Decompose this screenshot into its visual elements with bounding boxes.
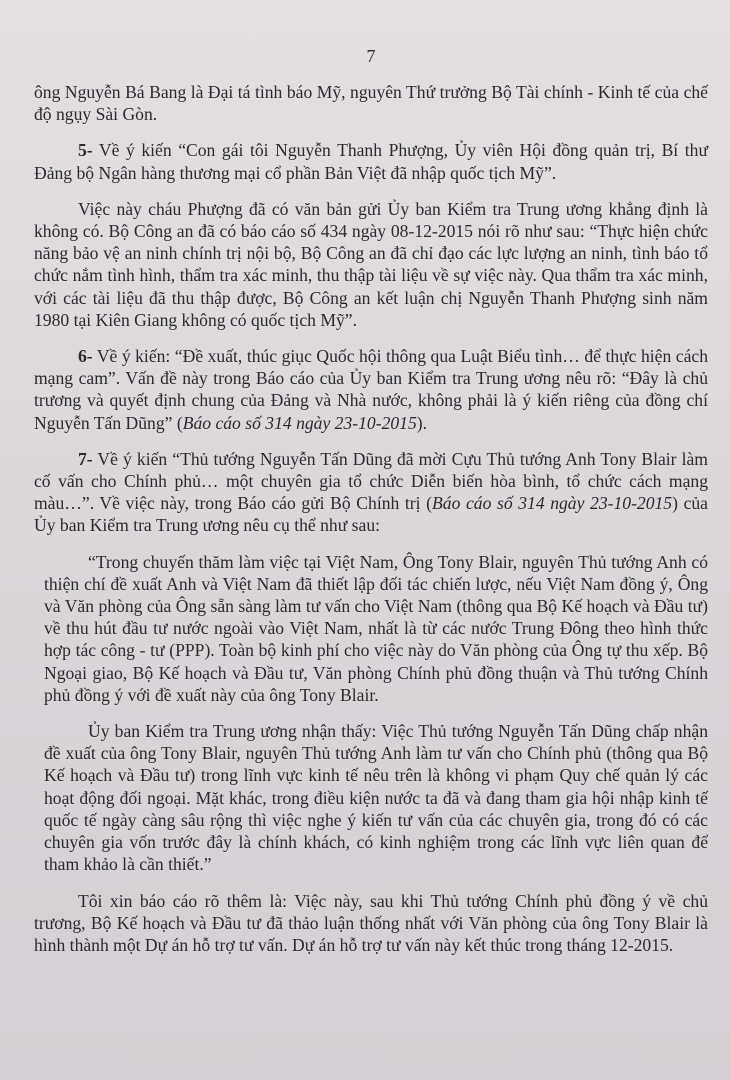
item-5-text: Về ý kiến “Con gái tôi Nguyễn Thanh Phượng, Ủy viên Hội đồng quản trị, Bí thư Đảng bộ Ngân hàng thương mại cổ phần Bản Việt đã nhập quốc tịch Mỹ”. — [34, 140, 708, 183]
paragraph-item-5 — [34, 139, 708, 183]
item-number-7: 7- — [78, 448, 93, 469]
paragraph-closing: Tôi xin báo cáo rõ thêm là: Việc này, sau khi Thủ tướng Chính phủ đồng ý về chủ trương, Bộ Kế hoạch và Đầu tư đã thảo luận thống nhất với Văn phòng của ông Tony Blair là hình thành một Dự án hỗ trợ tư vấn. Dự án hỗ trợ tư vấn này kết thúc trong tháng 12-2015. — [34, 890, 708, 955]
item-6-reference: Báo cáo số 314 ngày 23-10-2015 — [182, 412, 417, 433]
paragraph-verification: Việc này cháu Phượng đã có văn bản gửi Ủy ban Kiểm tra Trung ương khẳng định là không có. Bộ Công an đã có báo cáo số 434 ngày 08-12-2015 nói rõ như sau: “Thực hiện chức năng bảo vệ an ninh chính trị nội bộ, Bộ Công an đã chỉ đạo các lực lượng an ninh, tình báo tổ chức nắm tình hình, thẩm tra xác minh, thu thập tài liệu về sự việc này. Qua thẩm tra xác minh, với các tài liệu đã thu thập được, Bộ Công an kết luận chị Nguyễn Thanh Phượng sinh năm 1980 tại Kiên Giang không có quốc tịch Mỹ”. — [34, 198, 708, 330]
paragraph-quote-blair: “Trong chuyến thăm làm việc tại Việt Nam, Ông Tony Blair, nguyên Thủ tướng Anh có thiện chí đề xuất Anh và Việt Nam đã thiết lập đối tác chiến lược, nếu Việt Nam đồng ý, Ông và Văn phòng của Ông sẵn sàng làm tư vấn cho Việt Nam (thông qua Bộ Kế hoạch và Đầu tư) về thu hút đầu tư nước ngoài vào Việt Nam, nhất là từ các nước Trung Đông theo hình thức hợp tác công - tư (PPP). Toàn bộ kinh phí cho việc này do Văn phòng của Ông tự thu xếp. Bộ Ngoại giao, Bộ Kế hoạch và Đầu tư, Văn phòng Chính phủ đồng thuận và Thủ tướng Chính phủ đồng ý với đề xuất này của ông Tony Blair. — [44, 551, 708, 705]
item-6-end: ). — [416, 412, 428, 433]
paragraph-continued: ông Nguyễn Bá Bang là Đại tá tình báo Mỹ, nguyên Thứ trưởng Bộ Tài chính - Kinh tế của chế độ ngụy Sài Gòn. — [34, 82, 708, 125]
item-number-6: 6- — [78, 346, 93, 367]
item-7-text: Về ý kiến “Thủ tướng Nguyễn Tấn Dũng đã mời Cựu Thủ tướng Anh Tony Blair làm cố vấn cho Chính phủ… một chuyên gia tổ chức Diễn biến hòa bình, tổ chức cách mạng màu…”. Về việc này, trong Báo cáo gửi Bộ Chính trị ( — [34, 448, 708, 514]
paragraph-item-7 — [34, 448, 708, 537]
paragraph-item-6 — [34, 345, 708, 434]
paragraph-quote-committee: Ủy ban Kiểm tra Trung ương nhận thấy: Việc Thủ tướng Nguyễn Tấn Dũng chấp nhận đề xuất của ông Tony Blair, nguyên Thủ tướng Anh làm tư vấn cho Chính phủ (thông qua Bộ Kế hoạch và Đầu tư) trong lĩnh vực kinh tế nêu trên là không vi phạm Quy chế quản lý các hoạt động đối ngoại. Mặt khác, trong điều kiện nước ta đã và đang tham gia hội nhập kinh tế quốc tế ngày càng sâu rộng thì việc nghe ý kiến tư vấn của các chuyên gia, trong đó có các chuyên gia vốn trước đây là chính khách, có kinh nghiệm trong các lĩnh vực liên quan để tham khảo là cần thiết.” — [44, 721, 708, 875]
item-6-text: Về ý kiến: “Đề xuất, thúc giục Quốc hội thông qua Luật Biểu tình… để thực hiện cách mạng cam”. Vấn đề này trong Báo cáo của Ủy ban Kiểm tra Trung ương nêu rõ: “Đây là chủ trương và quyết định chung của Đảng và Nhà nước, không phải là ý kiến riêng của đồng chí Nguyễn Tấn Dũng” ( — [34, 346, 708, 433]
item-7-reference: Báo cáo số 314 ngày 23-10-2015 — [432, 493, 673, 514]
item-7-end: ) của Ủy ban Kiểm tra Trung ương nêu cụ thể như sau: — [34, 493, 708, 536]
page-number: 7 — [366, 46, 376, 66]
item-number-5: 5- — [78, 140, 93, 161]
